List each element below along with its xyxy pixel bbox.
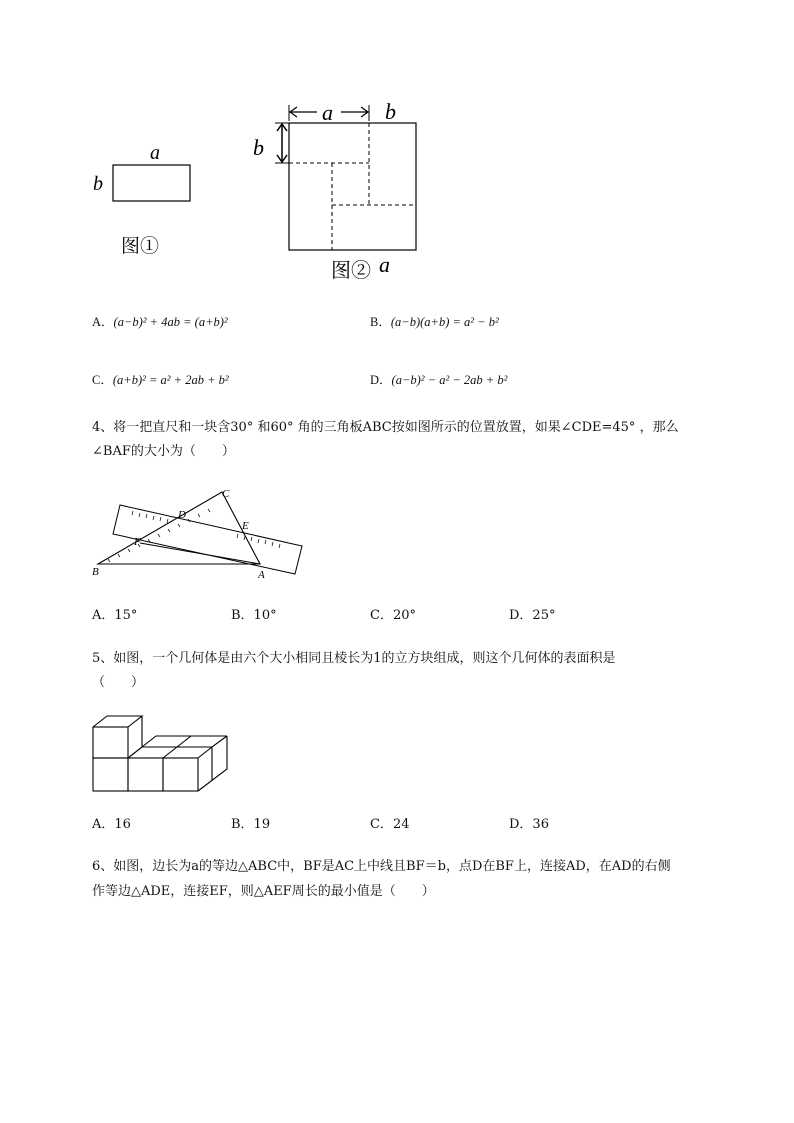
option-letter: D． <box>370 373 392 387</box>
label-d: D <box>178 509 186 521</box>
q6-stem-line1: 6、如图，边长为a的等边△ABC中，BF是AC上中线且BF＝b，点D在BF上，连接AD，在AD的右侧 <box>92 859 671 874</box>
q4-option-c: C．20° <box>370 608 416 623</box>
option-letter: B． <box>370 315 391 329</box>
fig1-caption: 图① <box>121 236 160 257</box>
q5-stem-line1: 5、如图，一个几何体是由六个大小相同且棱长为1的立方块组成，则这个几何体的表面积是 <box>92 651 616 666</box>
line-fa <box>140 543 260 564</box>
q4-option-b: B．10° <box>231 608 277 623</box>
option-letter: A． <box>92 315 114 329</box>
figure-1 <box>88 138 208 268</box>
q4-option-d: D．25° <box>509 608 556 623</box>
fig2-caption: 图② <box>331 260 371 282</box>
q3-option-a <box>92 312 228 330</box>
fig2-label-b-top: b <box>385 99 396 124</box>
fig2-label-a-bottom: a <box>379 252 390 277</box>
q4-figure-ruler-triangle <box>88 482 308 582</box>
option-expr: (a−b)² − a² − 2ab + b² <box>391 373 508 387</box>
rectangle-ab <box>113 165 190 201</box>
label-c: C <box>222 488 230 500</box>
q5-option-c: C．24 <box>370 817 410 832</box>
q4-option-a: A．15° <box>92 608 138 623</box>
fig1-label-a: a <box>150 142 160 164</box>
q3-option-c <box>92 370 229 388</box>
option-expr: (a+b)² = a² + 2ab + b² <box>112 373 229 387</box>
option-letter: C． <box>92 373 113 387</box>
option-expr: (a−b)(a+b) = a² − b² <box>390 315 499 329</box>
option-expr: (a−b)² + 4ab = (a+b)² <box>113 315 228 329</box>
q5-option-d: D．36 <box>509 817 549 832</box>
q3-option-d <box>370 370 507 388</box>
q6-stem-line2: 作等边△ADE，连接EF，则△AEF周长的最小值是（ ） <box>92 884 435 899</box>
label-e: E <box>242 520 249 532</box>
triangle-ticks <box>108 509 210 562</box>
fig2-label-a-top: a <box>322 100 333 125</box>
q4-stem-line1: 4、将一把直尺和一块含30° 和60° 角的三角板ABC按如图所示的位置放置，如果∠CDE=45° ，那么 <box>92 420 679 435</box>
q5-option-b: B．19 <box>231 817 271 832</box>
fig1-label-b: b <box>93 173 103 195</box>
q5-figure-cubes <box>88 712 233 797</box>
label-f: F <box>134 536 141 548</box>
label-b: B <box>92 566 99 578</box>
triangle-abc <box>98 492 260 564</box>
q4-stem-line2: ∠BAF的大小为（ ） <box>92 444 235 459</box>
ruler-ticks <box>132 511 280 548</box>
figure-2 <box>245 95 435 285</box>
label-a: A <box>258 569 265 581</box>
q3-option-b <box>370 312 499 330</box>
outer-square <box>289 123 416 250</box>
dashed-partition <box>289 123 416 250</box>
q5-stem-line2: （ ） <box>92 675 145 690</box>
fig2-label-b-left: b <box>253 135 264 160</box>
q5-option-a: A．16 <box>92 817 131 832</box>
